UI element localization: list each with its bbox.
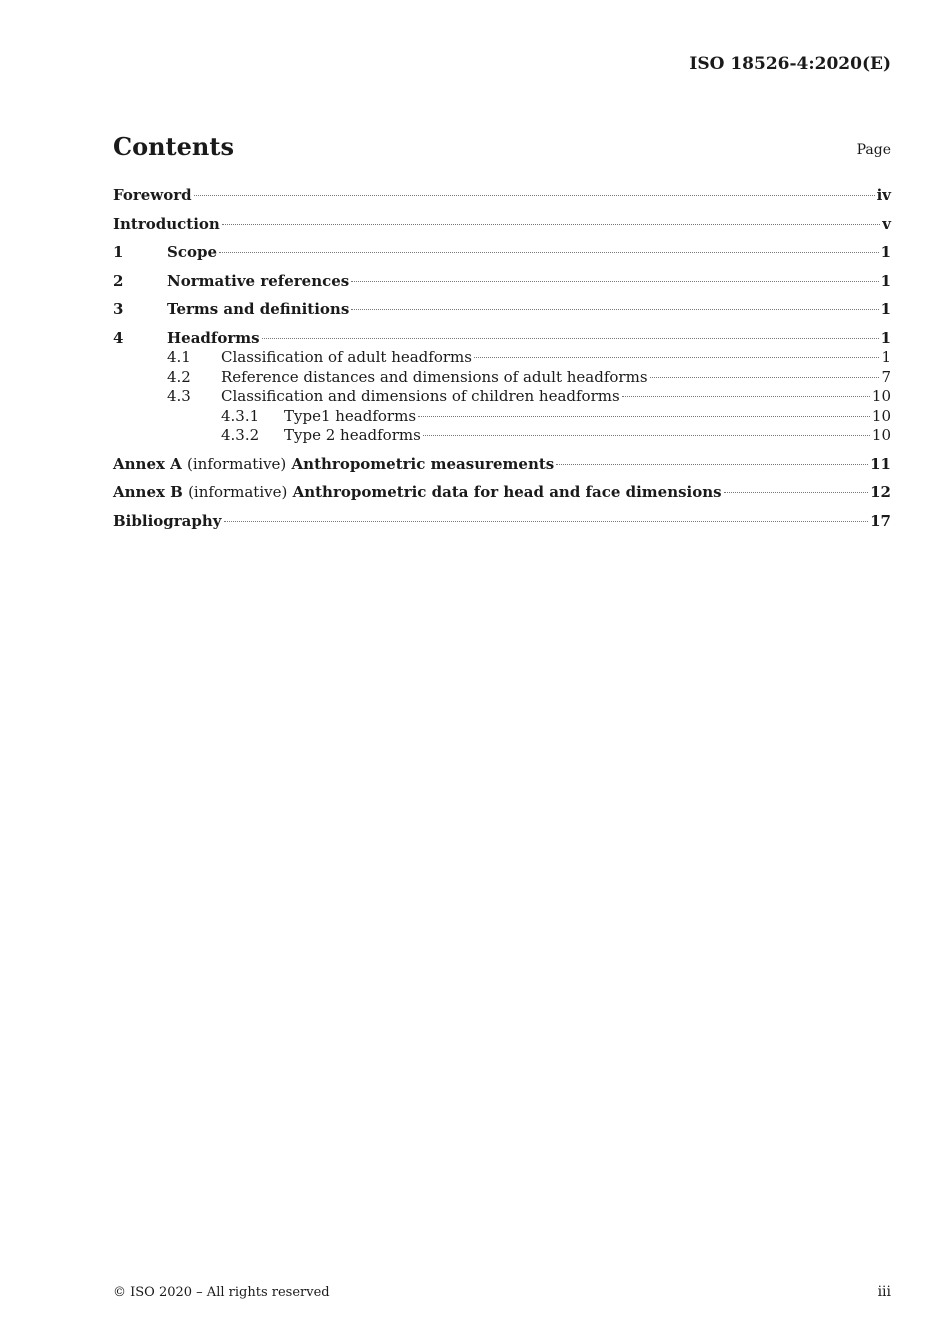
dot-leader bbox=[351, 309, 878, 310]
dot-leader bbox=[194, 195, 875, 196]
document-id: ISO 18526-4:2020(E) bbox=[689, 54, 891, 74]
dot-leader bbox=[224, 521, 869, 522]
toc-entry-title: Classification of adult headforms bbox=[221, 348, 472, 366]
table-of-contents bbox=[113, 186, 891, 531]
toc-entry-title: Foreword bbox=[113, 186, 192, 204]
toc-entry-page: 1 bbox=[880, 300, 891, 318]
toc-entry-page: 11 bbox=[870, 454, 891, 473]
toc-entry-4-2[interactable] bbox=[113, 368, 891, 388]
annex-letter: Annex B bbox=[113, 483, 183, 501]
dot-leader bbox=[423, 435, 870, 436]
toc-entry-foreword[interactable] bbox=[113, 186, 891, 206]
toc-entry-title: Terms and definitions bbox=[167, 300, 350, 318]
dot-leader bbox=[724, 492, 869, 493]
dot-leader bbox=[622, 396, 870, 397]
dot-leader bbox=[222, 224, 880, 225]
toc-entry-number: 4.3 bbox=[167, 387, 191, 405]
toc-entry-title: Normative references bbox=[167, 271, 350, 290]
toc-entry-number: 4.3.1 bbox=[221, 406, 260, 425]
toc-entry-title: Scope bbox=[167, 243, 218, 261]
toc-entry-4-3-2[interactable] bbox=[113, 426, 891, 446]
toc-entry-title: Type1 headforms bbox=[284, 406, 417, 425]
toc-entry-normative-references[interactable] bbox=[113, 272, 891, 292]
dot-leader bbox=[418, 416, 870, 417]
dot-leader bbox=[219, 252, 879, 253]
toc-entry-title: Headforms bbox=[167, 328, 260, 347]
toc-entry-annex-a[interactable] bbox=[113, 455, 891, 475]
toc-entry-bibliography[interactable] bbox=[113, 512, 891, 532]
toc-entry-number: 4.3.2 bbox=[221, 426, 260, 444]
toc-entry-page: 17 bbox=[870, 511, 891, 530]
toc-entry-title: Reference distances and dimensions of adult headforms bbox=[221, 367, 648, 386]
toc-entry-4-3-1[interactable] bbox=[113, 407, 891, 427]
toc-entry-page: 1 bbox=[880, 243, 891, 261]
toc-entry-terms-and-definitions[interactable] bbox=[113, 300, 891, 320]
copyright-notice: © ISO 2020 – All rights reserved bbox=[113, 1285, 330, 1300]
dot-leader bbox=[474, 357, 880, 358]
toc-entry-page: iv bbox=[876, 186, 891, 204]
toc-entry-title: Anthropometric measurements bbox=[291, 454, 555, 473]
toc-entry-page: 1 bbox=[880, 328, 891, 347]
toc-entry-number: 4.1 bbox=[167, 348, 191, 366]
toc-entry-title: Type 2 headforms bbox=[284, 426, 421, 444]
toc-entry-annex-label bbox=[113, 483, 722, 503]
toc-entry-page: 12 bbox=[870, 483, 891, 501]
toc-entry-number: 3 bbox=[113, 300, 124, 318]
toc-entry-title: Introduction bbox=[113, 214, 220, 233]
dot-leader bbox=[262, 338, 879, 339]
toc-entry-title: Anthropometric data for head and face dimensions bbox=[292, 483, 722, 501]
toc-entry-scope[interactable] bbox=[113, 243, 891, 263]
toc-entry-annex-label bbox=[113, 455, 554, 475]
toc-entry-page: 10 bbox=[871, 426, 891, 444]
toc-entry-headforms[interactable] bbox=[113, 329, 891, 349]
toc-entry-page: 1 bbox=[880, 271, 891, 290]
toc-entry-page: 10 bbox=[871, 406, 891, 425]
page-column-label: Page bbox=[856, 142, 891, 158]
toc-entry-page: 7 bbox=[881, 367, 891, 386]
toc-entry-page: v bbox=[882, 214, 891, 233]
annex-qualifier: (informative) bbox=[187, 454, 287, 473]
toc-entry-4-1[interactable] bbox=[113, 348, 891, 368]
toc-entry-title: Classification and dimensions of children headforms bbox=[221, 387, 620, 405]
annex-letter: Annex A bbox=[113, 454, 182, 473]
page-number: iii bbox=[877, 1284, 891, 1300]
toc-entry-number: 1 bbox=[113, 243, 124, 261]
contents-heading: Contents bbox=[113, 132, 234, 161]
toc-entry-annex-b[interactable] bbox=[113, 483, 891, 503]
dot-leader bbox=[556, 464, 868, 465]
toc-entry-title: Bibliography bbox=[113, 511, 222, 530]
toc-entry-number: 4.2 bbox=[167, 367, 191, 386]
toc-entry-page: 10 bbox=[871, 387, 891, 405]
annex-qualifier: (informative) bbox=[188, 483, 288, 501]
toc-entry-4-3[interactable] bbox=[113, 387, 891, 407]
dot-leader bbox=[351, 281, 878, 282]
dot-leader bbox=[650, 377, 880, 378]
toc-entry-number: 2 bbox=[113, 271, 124, 290]
toc-entry-page: 1 bbox=[881, 348, 891, 366]
toc-entry-number: 4 bbox=[113, 328, 124, 347]
toc-entry-introduction[interactable] bbox=[113, 215, 891, 235]
